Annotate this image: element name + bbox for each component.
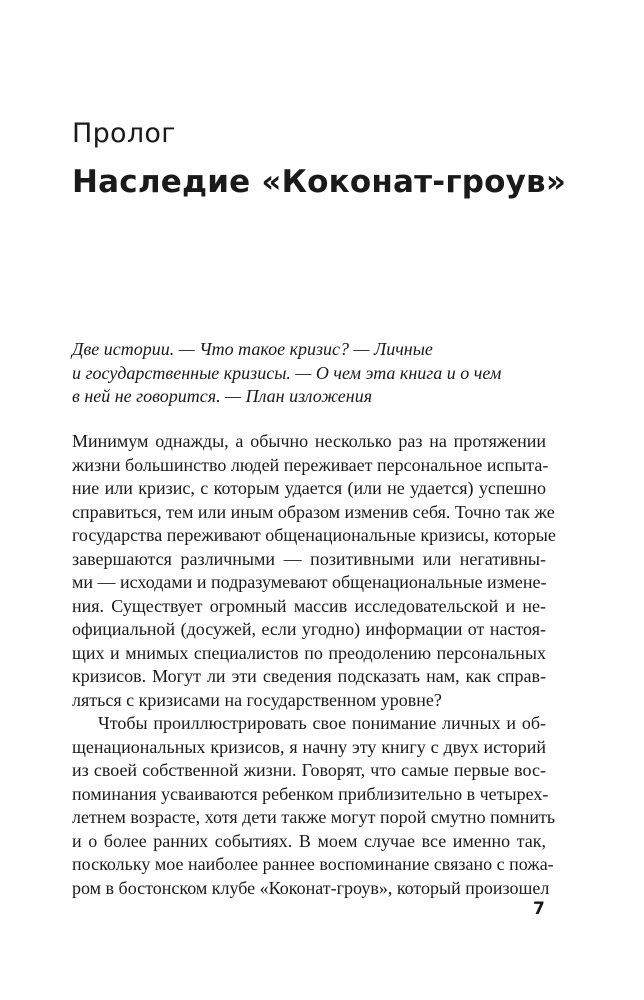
- body-line: государства переживают общенациональные кризисы, которые: [72, 525, 556, 545]
- chapter-title: Наследие «Коконат-гроув»: [72, 164, 567, 200]
- body-line: из своей собственной жизни. Говорят, что самые первые вос-: [72, 760, 546, 780]
- body-line: Минимум однажды, а обычно несколько раз на протяжении: [72, 431, 546, 451]
- body-line: официальной (досужей, если угодно) информации от настоя-: [72, 619, 546, 639]
- chapter-synopsis: [72, 338, 572, 409]
- synopsis-line: Две истории. — Что такое кризис? — Личные: [72, 339, 433, 359]
- body-line: ром в бостонском клубе «Коконат-гроув», который произошел: [72, 877, 550, 898]
- body-text: [72, 430, 556, 900]
- body-line: ми — исходами и подразумевают общенациональные измене-: [72, 572, 547, 592]
- synopsis-line: в ней не говорится. — План изложения: [72, 386, 373, 406]
- body-line: завершаются различными — позитивными или негативны-: [72, 548, 546, 569]
- body-line: поскольку мое наиболее раннее воспоминание связано с пожа-: [72, 854, 554, 874]
- body-line: поминания усваиваются ребенком приблизительно в четырех-: [72, 783, 549, 804]
- body-line: ния. Существует огромный массив исследовательской и не-: [72, 595, 546, 616]
- body-line: кризисов. Могут ли эти сведения подсказать нам, как справ-: [72, 666, 546, 686]
- synopsis-line: и государственные кризисы. — О чем эта книга и о чем: [72, 362, 502, 383]
- body-line: летнем возрасте, хотя дети также могут порой смутно помнить: [72, 807, 556, 827]
- body-line: жизни большинство людей переживает персональное испыта-: [72, 454, 549, 475]
- body-line: справиться, тем или иным образом изменив себя. Точно так же: [72, 501, 555, 522]
- body-line: ние или кризис, с которым удается (или не удается) успешно: [72, 478, 546, 498]
- body-line: Чтобы проиллюстрировать свое понимание личных и об-: [98, 713, 546, 733]
- chapter-label: Пролог: [72, 118, 176, 149]
- body-line: и о более ранних событиях. В моем случае все именно так,: [72, 830, 546, 851]
- body-line: щенациональных кризисов, я начну эту книгу с двух историй: [72, 736, 546, 757]
- page-number: 7: [533, 899, 545, 919]
- body-line: щих и мнимых специалистов по преодолению персональных: [72, 642, 546, 663]
- body-line: ляться с кризисами на государственном уровне?: [72, 689, 442, 710]
